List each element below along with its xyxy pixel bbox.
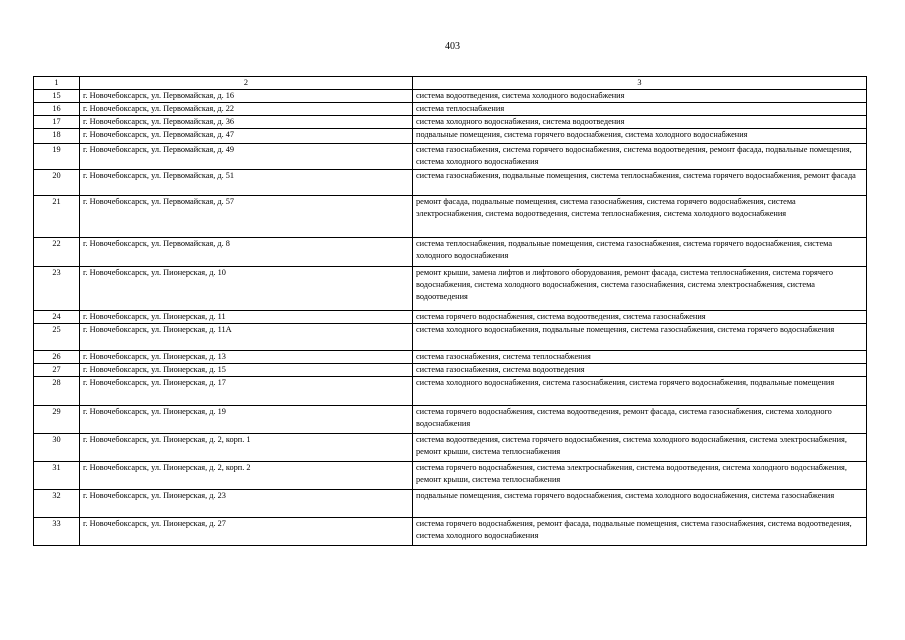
row-address: г. Новочебоксарск, ул. Пионерская, д. 11А xyxy=(80,324,413,351)
table-header-row xyxy=(34,77,867,90)
row-works: система горячего водоснабжения, ремонт фасада, подвальные помещения, система газоснабжения, система водоотведения, система холодного водоснабжения xyxy=(413,518,867,546)
row-works: система горячего водоснабжения, система водоотведения, система газоснабжения xyxy=(413,311,867,324)
row-address: г. Новочебоксарск, ул. Первомайская, д. 8 xyxy=(80,238,413,267)
table-row xyxy=(34,196,867,238)
row-works: система горячего водоснабжения, система электроснабжения, система водоотведения, система холодного водоснабжения, ремонт крыши, система теплоснабжения xyxy=(413,462,867,490)
row-works: система газоснабжения, система водоотведения xyxy=(413,364,867,377)
row-address: г. Новочебоксарск, ул. Первомайская, д. 57 xyxy=(80,196,413,238)
row-number: 25 xyxy=(34,324,80,351)
row-works: система холодного водоснабжения, система газоснабжения, система горячего водоснабжения, подвальные помещения xyxy=(413,377,867,406)
column-header-address: 2 xyxy=(80,77,413,90)
row-number: 22 xyxy=(34,238,80,267)
row-number: 33 xyxy=(34,518,80,546)
row-works: ремонт фасада, подвальные помещения, система газоснабжения, система горячего водоснабжения, система электроснабжения, система водоотведения, система теплоснабжения, система холодного водоснабжения xyxy=(413,196,867,238)
row-number: 16 xyxy=(34,103,80,116)
row-works: система теплоснабжения xyxy=(413,103,867,116)
row-address: г. Новочебоксарск, ул. Пионерская, д. 17 xyxy=(80,377,413,406)
row-works: система холодного водоснабжения, подвальные помещения, система газоснабжения, система горячего водоснабжения xyxy=(413,324,867,351)
table-row xyxy=(34,406,867,434)
table-row xyxy=(34,267,867,311)
table-row xyxy=(34,144,867,170)
row-address: г. Новочебоксарск, ул. Первомайская, д. 16 xyxy=(80,90,413,103)
row-number: 17 xyxy=(34,116,80,129)
works-table xyxy=(33,76,867,546)
row-works: система газоснабжения, система горячего водоснабжения, система водоотведения, ремонт фасада, подвальные помещения, система холодного водоснабжения xyxy=(413,144,867,170)
row-number: 32 xyxy=(34,490,80,518)
table-row xyxy=(34,518,867,546)
row-address: г. Новочебоксарск, ул. Первомайская, д. 22 xyxy=(80,103,413,116)
row-number: 21 xyxy=(34,196,80,238)
row-works: система горячего водоснабжения, система водоотведения, ремонт фасада, система газоснабжения, система холодного водоснабжения xyxy=(413,406,867,434)
table-row xyxy=(34,351,867,364)
row-address: г. Новочебоксарск, ул. Пионерская, д. 2, корп. 1 xyxy=(80,434,413,462)
row-address: г. Новочебоксарск, ул. Пионерская, д. 2, корп. 2 xyxy=(80,462,413,490)
row-address: г. Новочебоксарск, ул. Пионерская, д. 10 xyxy=(80,267,413,311)
table-row xyxy=(34,324,867,351)
row-works: система газоснабжения, система теплоснабжения xyxy=(413,351,867,364)
row-works: подвальные помещения, система горячего водоснабжения, система холодного водоснабжения xyxy=(413,129,867,144)
row-address: г. Новочебоксарск, ул. Первомайская, д. 47 xyxy=(80,129,413,144)
row-address: г. Новочебоксарск, ул. Пионерская, д. 13 xyxy=(80,351,413,364)
row-works: система водоотведения, система горячего водоснабжения, система холодного водоснабжения, система электроснабжения, ремонт крыши, система теплоснабжения xyxy=(413,434,867,462)
row-number: 26 xyxy=(34,351,80,364)
page-number: 403 xyxy=(445,41,460,52)
row-number: 31 xyxy=(34,462,80,490)
row-works: ремонт крыши, замена лифтов и лифтового оборудования, ремонт фасада, система теплоснабжения, система горячего водоснабжения, система холодного водоснабжения, система газоснабжения, система электроснабжения, система водоотведения xyxy=(413,267,867,311)
row-works: система холодного водоснабжения, система водоотведения xyxy=(413,116,867,129)
row-address: г. Новочебоксарск, ул. Пионерская, д. 15 xyxy=(80,364,413,377)
table-row xyxy=(34,377,867,406)
table-row xyxy=(34,103,867,116)
column-header-works: 3 xyxy=(413,77,867,90)
row-works: система теплоснабжения, подвальные помещения, система газоснабжения, система горячего водоснабжения, система холодного водоснабжения xyxy=(413,238,867,267)
row-number: 28 xyxy=(34,377,80,406)
table-row xyxy=(34,238,867,267)
table-row xyxy=(34,116,867,129)
table-row xyxy=(34,311,867,324)
row-address: г. Новочебоксарск, ул. Первомайская, д. 51 xyxy=(80,170,413,196)
row-address: г. Новочебоксарск, ул. Пионерская, д. 19 xyxy=(80,406,413,434)
row-works: система водоотведения, система холодного водоснабжения xyxy=(413,90,867,103)
table-row xyxy=(34,170,867,196)
row-works: система газоснабжения, подвальные помещения, система теплоснабжения, система горячего водоснабжения, ремонт фасада xyxy=(413,170,867,196)
column-header-number: 1 xyxy=(34,77,80,90)
table-row xyxy=(34,434,867,462)
table-row xyxy=(34,90,867,103)
row-number: 20 xyxy=(34,170,80,196)
row-number: 23 xyxy=(34,267,80,311)
row-number: 15 xyxy=(34,90,80,103)
row-address: г. Новочебоксарск, ул. Пионерская, д. 23 xyxy=(80,490,413,518)
table-row xyxy=(34,364,867,377)
table-body xyxy=(34,77,867,546)
row-number: 30 xyxy=(34,434,80,462)
row-works: подвальные помещения, система горячего водоснабжения, система холодного водоснабжения, система газоснабжения xyxy=(413,490,867,518)
row-number: 29 xyxy=(34,406,80,434)
row-address: г. Новочебоксарск, ул. Пионерская, д. 11 xyxy=(80,311,413,324)
row-number: 24 xyxy=(34,311,80,324)
table-row xyxy=(34,129,867,144)
row-number: 19 xyxy=(34,144,80,170)
row-number: 18 xyxy=(34,129,80,144)
row-address: г. Новочебоксарск, ул. Первомайская, д. 49 xyxy=(80,144,413,170)
row-address: г. Новочебоксарск, ул. Пионерская, д. 27 xyxy=(80,518,413,546)
table-row xyxy=(34,462,867,490)
row-number: 27 xyxy=(34,364,80,377)
table-row xyxy=(34,490,867,518)
row-address: г. Новочебоксарск, ул. Первомайская, д. 36 xyxy=(80,116,413,129)
